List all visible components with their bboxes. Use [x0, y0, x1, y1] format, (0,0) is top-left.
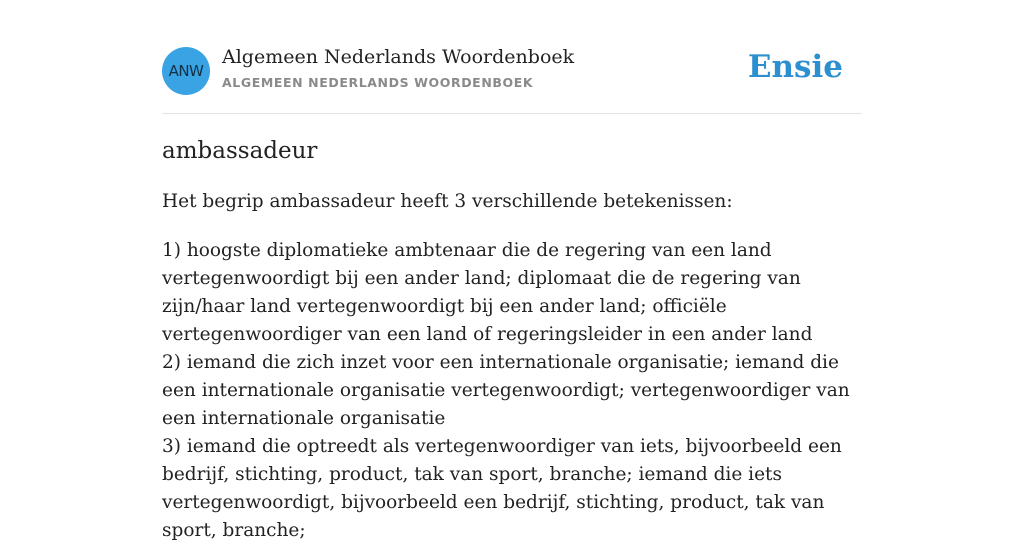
- definition-item: 2) iemand die zich inzet voor een internationale organisatie; iemand die een internationale organisatie vertegenwoordigt; vertegenwoordiger van een internationale organisatie: [162, 352, 850, 429]
- site-header: [162, 0, 862, 114]
- ensie-brand-link[interactable]: Ensie: [747, 49, 843, 85]
- definition-item: 3) iemand die optreedt als vertegenwoordiger van iets, bijvoorbeeld een bedrijf, stichting, product, tak van sport, branche; iemand die iets vertegenwoordigt, bijvoorbeeld een bedrijf, stichting, product, tak van sport, branche;: [162, 436, 842, 541]
- site-subtitle: ALGEMEEN NEDERLANDS WOORDENBOEK: [222, 75, 534, 90]
- entry-word: ambassadeur: [162, 138, 318, 164]
- entry-intro: Het begrip ambassadeur heeft 3 verschillende betekenissen:: [162, 191, 733, 212]
- site-title[interactable]: Algemeen Nederlands Woordenboek: [222, 46, 575, 68]
- definition-item: 1) hoogste diplomatieke ambtenaar die de regering van een land vertegenwoordigt bij een ander land; diplomaat die de regering van zijn/haar land vertegenwoordigt bij een ander land; officiële vertegenwoordiger van een land of regeringsleider in een ander land: [162, 240, 813, 345]
- definition-list: [162, 237, 862, 545]
- dictionary-logo[interactable]: ANW: [162, 47, 210, 95]
- page: [162, 0, 862, 541]
